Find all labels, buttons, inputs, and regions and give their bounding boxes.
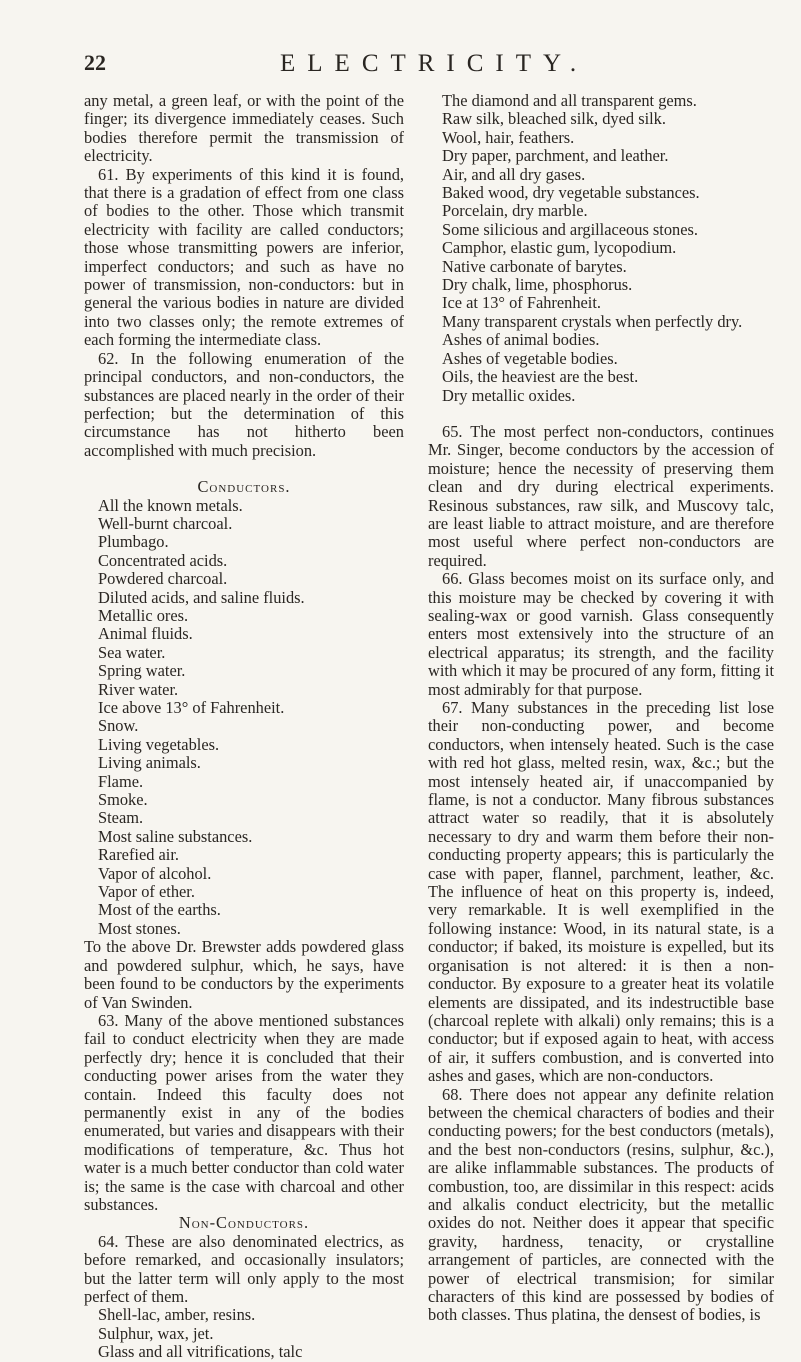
list-item: Concentrated acids. — [98, 550, 228, 570]
page-header — [0, 50, 801, 90]
list-item: Most of the earths. — [98, 900, 221, 920]
list-item: Diluted acids, and saline fluids. — [98, 587, 305, 607]
paragraph-66: 66. Glass becomes moist on its surface only, and this moisture may be checked by covering it with sealing-wax or good varnish. Glass consequently enters most extensively into the structure of an electrical apparatus; its strength, and the facility with which it may be procured of any form, fitting it most admirably for that purpose. — [428, 569, 774, 699]
list-item: Native carbonate of barytes. — [442, 256, 627, 276]
list-item: Air, and all dry gases. — [442, 164, 586, 184]
list-item: Dry paper, parchment, and leather. — [442, 146, 669, 166]
list-item: Sea water. — [98, 642, 166, 662]
left-column — [84, 92, 404, 1362]
paragraph-68: 68. There does not appear any definite relation between the chemical characters of bodies and their conducting powers; for the best conductors (metals), and the best non-conductors (resins, sulphur, &c.), are alike inflammable substances. The products of combustion, too, are dissimilar in this respect: acids and alkalis conduct electricity, but the metallic oxides do not. Neither does it appear that specific gravity, hardness, tenacity, or crystalline arrangement of particles, are connected with the power of electrical transmision; for similar characters of this kind are possessed by bodies of both classes. Thus platina, the densest of bodies, is — [428, 1084, 774, 1325]
list-item: Well-burnt charcoal. — [98, 513, 233, 533]
list-item: Most saline substances. — [98, 826, 253, 846]
nonconductors-heading: Non-Conductors. — [178, 1213, 310, 1233]
list-item: Ashes of vegetable bodies. — [442, 348, 618, 368]
list-item: Animal fluids. — [98, 624, 193, 644]
list-item: Camphor, elastic gum, lycopodium. — [442, 238, 677, 258]
list-item: Most stones. — [98, 918, 181, 938]
list-item: Porcelain, dry marble. — [442, 201, 588, 221]
list-item: River water. — [98, 679, 179, 699]
list-item: Raw silk, bleached silk, dyed silk. — [442, 109, 666, 129]
list-item: Steam. — [98, 808, 144, 828]
list-item: Flame. — [98, 771, 144, 791]
page-number: 22 — [84, 50, 106, 75]
conductors-heading: Conductors. — [197, 477, 291, 497]
list-item: Snow. — [98, 716, 139, 736]
list-item: Shell-lac, amber, resins. — [98, 1305, 256, 1325]
nonconductors-list-left — [84, 1306, 404, 1361]
list-item: Living animals. — [98, 753, 201, 773]
conductors-list — [84, 497, 404, 939]
list-item: Spring water. — [98, 661, 186, 681]
list-item: Sulphur, wax, jet. — [98, 1323, 214, 1343]
nonconductors-list-right — [428, 92, 774, 405]
list-item: Dry metallic oxides. — [442, 385, 576, 405]
list-item: Vapor of alcohol. — [98, 863, 212, 883]
paragraph-62: 62. In the following enumeration of the principal conductors, and non-conductors, the substances are placed nearly in the order of their perfection; but the determination of this circumstance has not hitherto been accomplished with much precision. — [84, 348, 404, 460]
paragraph-61: 61. By experiments of this kind it is found, that there is a gradation of effect from one class of bodies to the other. Those which transmit electricity with facility are called conductors; those whose transmitting powers are inferior, imperfect conductors; and such as have no power of transmission, non-conductors: but in general the various bodies in nature are divided into two classes only; the remote extremes of each forming the intermediate class. — [84, 164, 404, 350]
right-column — [428, 92, 774, 1325]
list-item: Some silicious and argillaceous stones. — [442, 219, 698, 239]
list-item: Oils, the heaviest are the best. — [442, 367, 639, 387]
list-item: Baked wood, dry vegetable substances. — [442, 183, 700, 203]
running-title: ELECTRICITY. — [280, 50, 589, 77]
list-item: Rarefied air. — [98, 845, 180, 865]
list-item: Ice above 13° of Fahrenheit. — [98, 698, 285, 717]
list-item: Dry chalk, lime, phosphorus. — [442, 275, 633, 295]
list-item: Ashes of animal bodies. — [442, 330, 600, 350]
list-item: Smoke. — [98, 790, 148, 810]
list-item: Wool, hair, feathers. — [442, 127, 575, 147]
paragraph-continued: any metal, a green leaf, or with the point of the finger; its divergence immediately ceases. Such bodies therefore permit the transmission of electricity. — [84, 91, 404, 166]
paragraph-65: 65. The most perfect non-conductors, continues Mr. Singer, become conductors by the accession of moisture; hence the necessity of preserving them clean and dry during electrical experiments. Resinous substances, raw silk, and Muscovy talc, are least liable to attract moisture, and are therefore most useful where perfect non-conductors are required. — [428, 421, 774, 570]
list-item: Glass and all vitrifications, talc — [98, 1342, 303, 1362]
list-item: Vapor of ether. — [98, 882, 195, 902]
list-item: Living vegetables. — [98, 734, 220, 754]
list-item: Powdered charcoal. — [98, 569, 228, 589]
paragraph-brewster: To the above Dr. Brewster adds powdered glass and powdered sulphur, which, he says, have been found to be conductors by the experiments of Van Swinden. — [84, 937, 404, 1012]
paragraph-67: 67. Many substances in the preceding list lose their non-conducting power, and become conductors, when intensely heated. Such is the case with red hot glass, melted resin, wax, &c.; but the most intensely heated air, if unaccompanied by flame, is not a conductor. Many fibrous substances attract water so readily, that it is absolutely necessary to dry and warm them before their non-conducting property appears; this is particularly the case with paper, flannel, parchment, leather, &c. The influence of heat on this property is, indeed, very remarkable. It is well exemplified in the following instance: Wood, in its natural state, is a conductor; if baked, its moisture is expelled, but its organisation is not altered: it is then a non-conductor. By exposure to a greater heat its volatile elements are dissipated, and its indestructible base (charcoal replete with alkali) only remains; this is a conductor; but if exposed again to heat, with access of air, it suffers combustion, and is converted into ashes and gases, which are non-conductors. — [428, 698, 774, 1086]
paragraph-64: 64. These are also denominated electrics, as before remarked, and occasionally insulators; but the latter term will only apply to the most perfect of them. — [84, 1231, 404, 1306]
list-item: Metallic ores. — [98, 605, 189, 625]
list-item: All the known metals. — [98, 495, 243, 515]
list-item: The diamond and all transparent gems. — [442, 91, 697, 110]
paragraph-63: 63. Many of the above mentioned substances fail to conduct electricity when they are made perfectly dry; hence it is concluded that their conducting power arises from the water they contain. Indeed this faculty does not permanently exist in any of the bodies enumerated, but varies and disappears with their modifications of temperature, &c. Thus hot water is a much better conductor than cold water is; the same is the case with charcoal and other substances. — [84, 1010, 404, 1214]
list-item: Many transparent crystals when perfectly dry. — [442, 311, 743, 331]
list-item: Plumbago. — [98, 532, 169, 552]
list-item: Ice at 13° of Fahrenheit. — [442, 293, 602, 313]
